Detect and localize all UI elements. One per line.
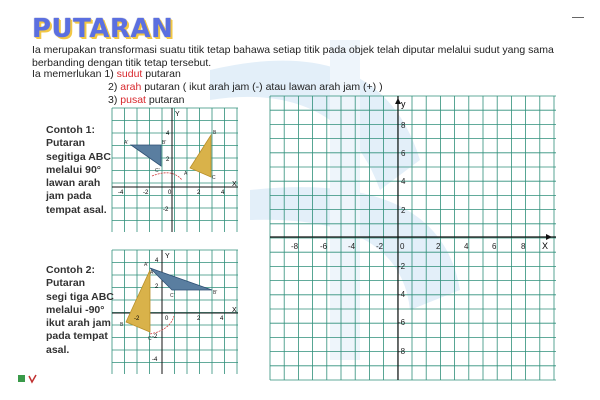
tick-label: -8 bbox=[398, 347, 406, 356]
example1-line: tempat asal. bbox=[46, 203, 107, 216]
tick-label: 2 bbox=[197, 316, 201, 322]
tick-label: 4 bbox=[166, 131, 170, 137]
example2-line: Contoh 2: bbox=[46, 264, 95, 276]
vertex-label: C bbox=[212, 175, 216, 181]
example2-line: ikut arah jam bbox=[46, 317, 111, 330]
example2-line: segi tiga ABC bbox=[46, 290, 114, 303]
main-grid bbox=[270, 96, 556, 380]
tick-label: -2 bbox=[376, 242, 384, 251]
requirement-2-num: 2) bbox=[108, 81, 118, 93]
tick-label: -2 bbox=[143, 190, 149, 196]
requirements-list bbox=[32, 68, 181, 81]
example2-line: melalui -90° bbox=[46, 303, 105, 316]
tick-label: 4 bbox=[221, 190, 225, 196]
x-axis-label: X bbox=[232, 181, 237, 188]
example1-line: Contoh 1: bbox=[46, 124, 95, 136]
vertex-label: A bbox=[150, 270, 154, 276]
tick-label: 2 bbox=[401, 206, 406, 215]
requirement-3-rest: putaran bbox=[148, 94, 185, 106]
example2-line: Putaran bbox=[46, 277, 86, 290]
requirement-2-rest: putaran ( ikut arah jam (-) atau lawan arah jam (+) ) bbox=[144, 81, 383, 93]
example1-line: lawan arah bbox=[46, 177, 101, 190]
example1-line: segitiga ABC bbox=[46, 150, 111, 163]
tick-label: -2 bbox=[163, 207, 169, 213]
requirement-3-num: 3) bbox=[108, 94, 118, 106]
vertex-label: C' bbox=[155, 168, 160, 174]
requirements-lead: Ia memerlukan bbox=[32, 68, 102, 80]
tick-label: 4 bbox=[155, 258, 159, 264]
vertex-label: B' bbox=[213, 290, 218, 296]
tick-label: -8 bbox=[291, 242, 299, 251]
x-axis-arrow-icon bbox=[546, 234, 552, 240]
tick-label: -6 bbox=[320, 242, 328, 251]
requirement-3-key: pusat bbox=[120, 94, 146, 106]
vertex-label: C' bbox=[170, 293, 175, 299]
tick-label: 2 bbox=[436, 242, 441, 251]
minimize-mark bbox=[572, 17, 584, 18]
requirement-1-key: sudut bbox=[116, 68, 143, 80]
page-title: PUTARAN bbox=[32, 14, 174, 44]
requirement-1-rest: putaran bbox=[145, 68, 181, 80]
grid-lines bbox=[112, 108, 238, 232]
original-triangle bbox=[126, 270, 150, 332]
tick-label: -4 bbox=[118, 190, 124, 196]
tick-label: 0 bbox=[165, 316, 169, 322]
x-axis-label: X bbox=[542, 241, 549, 251]
tick-label: 4 bbox=[220, 316, 224, 322]
tick-label: 8 bbox=[521, 242, 526, 251]
tick-label: 6 bbox=[492, 242, 497, 251]
tick-label: -4 bbox=[152, 357, 158, 363]
vertex-label: B' bbox=[162, 140, 167, 146]
requirement-2-key: arah bbox=[120, 81, 142, 93]
tick-label: -2 bbox=[398, 262, 406, 271]
tick-label: 0 bbox=[168, 190, 172, 196]
example2-line: pada tempat bbox=[46, 330, 108, 343]
vertex-label: A bbox=[184, 171, 188, 177]
y-axis-label: y bbox=[401, 99, 406, 109]
x-axis-label: X bbox=[232, 307, 237, 314]
image-triangle bbox=[131, 145, 161, 166]
vertex-label: C bbox=[148, 336, 152, 342]
example1-line: melalui 90° bbox=[46, 163, 101, 176]
tick-label: 4 bbox=[464, 242, 469, 251]
tick-label: -6 bbox=[398, 318, 406, 327]
example1-text bbox=[46, 124, 118, 217]
tick-label: 2 bbox=[197, 190, 201, 196]
tick-label: -4 bbox=[398, 290, 406, 299]
grid-lines bbox=[270, 96, 556, 380]
example2-line: asal. bbox=[46, 343, 70, 356]
publisher-logo-icon bbox=[18, 374, 38, 384]
requirement-3 bbox=[108, 94, 185, 107]
tick-label: -2 bbox=[134, 316, 140, 322]
vertex-label: A' bbox=[124, 140, 129, 146]
example2-text bbox=[46, 264, 118, 357]
tick-label: 2 bbox=[166, 157, 170, 163]
tick-label: 6 bbox=[401, 149, 406, 158]
example1-line: Putaran bbox=[46, 137, 86, 150]
y-axis-label: Y bbox=[165, 253, 170, 260]
tick-label: -2 bbox=[152, 334, 158, 340]
y-axis-label: Y bbox=[175, 111, 180, 118]
tick-label: 2 bbox=[155, 284, 159, 290]
vertex-label: B bbox=[213, 130, 217, 136]
tick-label: -4 bbox=[348, 242, 356, 251]
example1-line: jam pada bbox=[46, 190, 92, 203]
intro-paragraph: Ia merupakan transformasi suatu titik tetap bahawa setiap titik pada objek telah diputar melalui sudut yang sama berbanding dengan titik tetap tersebut. bbox=[32, 44, 554, 69]
image-triangle bbox=[150, 268, 212, 290]
example1-grid bbox=[112, 108, 238, 232]
tick-label: 0 bbox=[400, 242, 405, 251]
tick-label: 4 bbox=[401, 177, 406, 186]
requirement-2 bbox=[108, 81, 383, 94]
requirement-1-num: 1) bbox=[104, 68, 114, 80]
example2-grid bbox=[112, 250, 238, 374]
vertex-label: B bbox=[120, 322, 124, 328]
tick-label: 8 bbox=[401, 121, 406, 130]
vertex-label: A' bbox=[144, 262, 149, 268]
